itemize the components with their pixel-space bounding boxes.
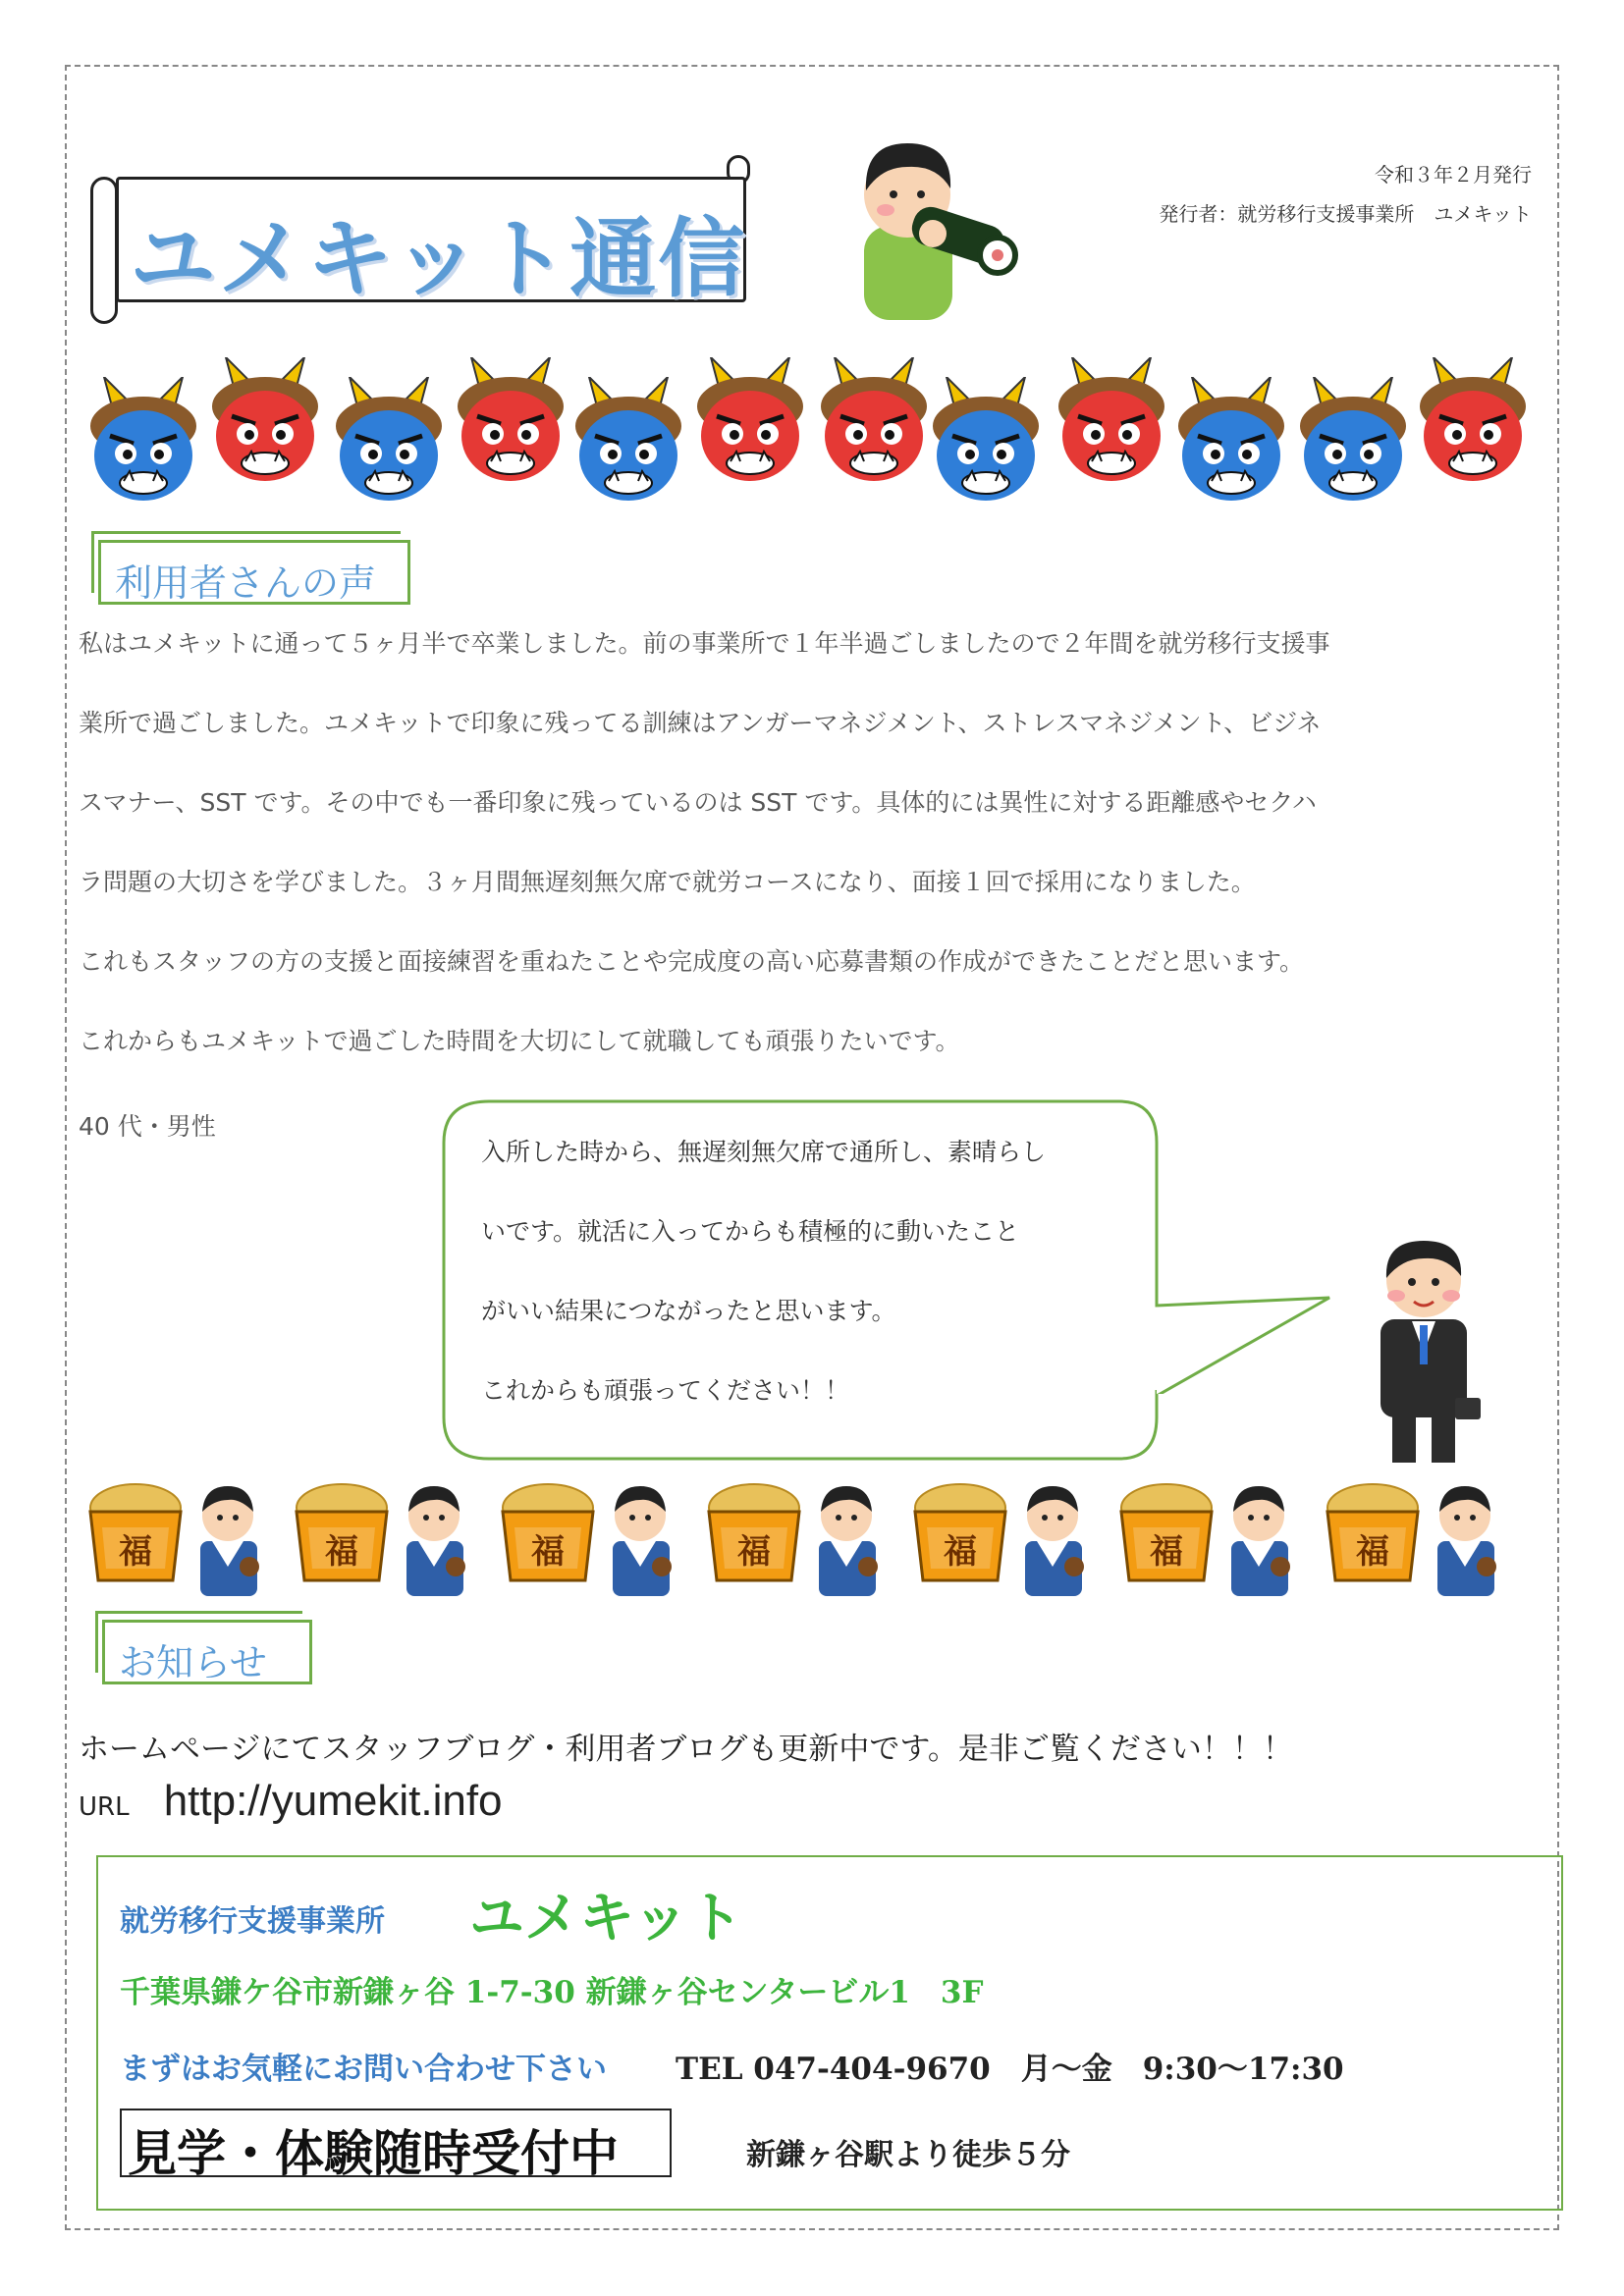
org-name: ユメキット	[469, 1886, 743, 1950]
comment-line: がいい結果につながったと思います。	[481, 1297, 896, 1325]
oni-decoration-row	[84, 344, 1547, 520]
tel-hours: TEL 047-404-9670 月～金 9:30～17:30	[676, 2052, 1344, 2087]
businessman-illustration	[1363, 1235, 1490, 1470]
voice-line: 業所で過ごしました。ユメキットで印象に残ってる訓練はアンガーマネジメント、ストレスマネジメント、ビジネ	[79, 709, 1322, 737]
red-oni-icon	[1414, 357, 1532, 485]
voice-line: スマナー、SST です。その中でも一番印象に残っているのは SST です。具体的には異性に対する距離感やセクハ	[79, 788, 1317, 817]
comment-line: いです。就活に入ってからも積極的に動いたこと	[481, 1217, 1020, 1246]
staff-comment	[481, 1131, 1149, 1449]
tour-text: 見学・体験随時受付中	[128, 2124, 619, 2182]
red-oni-icon	[1053, 357, 1170, 485]
speech-bubble-tail	[1155, 1276, 1351, 1394]
publisher: 発行者：就労移行支援事業所 ユメキット	[1159, 202, 1532, 226]
voice-author: 40 代・男性	[79, 1112, 216, 1141]
fuku-label: 福	[944, 1532, 977, 1572]
notice-section-label	[102, 1620, 312, 1684]
comment-line: これからも頑張ってください！！	[481, 1376, 850, 1405]
voice-line: これもスタッフの方の支援と面接練習を重ねたことや完成度の高い応募書類の作成ができたことだと思います。	[79, 947, 1305, 976]
red-oni-icon	[691, 357, 809, 485]
user-voice-text	[79, 616, 1551, 1094]
bean-thrower-illustration	[291, 1472, 487, 1600]
red-oni-icon	[206, 357, 324, 485]
bean-thrower-illustration	[703, 1472, 899, 1600]
voice-section-label	[98, 540, 410, 605]
fuku-label: 福	[1356, 1532, 1389, 1572]
blue-oni-icon	[330, 377, 448, 505]
url-label: URL	[79, 1792, 130, 1822]
notice-text: ホームページにてスタッフブログ・利用者ブログも更新中です。是非ご覧ください！！！	[79, 1732, 1293, 1767]
voice-line: ラ問題の大切さを学びました。３ヶ月間無遅刻無欠席で就労コースになり、面接１回で採用になりました。	[79, 868, 1256, 896]
notice-section-title: お知らせ	[119, 1643, 267, 1684]
url-row	[79, 1777, 503, 1826]
bean-thrower-illustration	[909, 1472, 1106, 1600]
issue-info	[1159, 155, 1532, 234]
fuku-label: 福	[1150, 1532, 1183, 1572]
fuku-label: 福	[325, 1532, 358, 1572]
issue-date: 令和３年２月発行	[1375, 163, 1532, 187]
red-oni-icon	[815, 357, 933, 485]
inquiry-text: まずはお気軽にお問い合わせ下さい	[120, 2052, 607, 2087]
ehomaki-boy-illustration	[842, 128, 1019, 324]
homepage-link[interactable]: http://yumekit.info	[163, 1777, 503, 1825]
setsubun-bean-row	[84, 1472, 1547, 1600]
bean-thrower-illustration	[84, 1472, 281, 1600]
title-scroll	[90, 155, 750, 314]
comment-line: 入所した時から、無遅刻無欠席で通所し、素晴らし	[481, 1138, 1047, 1166]
fuku-label: 福	[531, 1532, 565, 1572]
newsletter-title: ユメキット通信	[130, 207, 747, 309]
blue-oni-icon	[927, 377, 1045, 505]
blue-oni-icon	[84, 377, 202, 505]
scroll-curl-left	[90, 177, 118, 324]
blue-oni-icon	[569, 377, 687, 505]
voice-section-title: 利用者さんの声	[115, 563, 377, 605]
blue-oni-icon	[1172, 377, 1290, 505]
blue-oni-icon	[1294, 377, 1412, 505]
red-oni-icon	[452, 357, 569, 485]
bean-thrower-illustration	[1322, 1472, 1518, 1600]
contact-box	[96, 1855, 1563, 2211]
access-text: 新鎌ヶ谷駅より徒歩５分	[746, 2138, 1070, 2172]
bean-thrower-illustration	[1115, 1472, 1312, 1600]
voice-line: 私はユメキットに通って５ヶ月半で卒業しました。前の事業所で１年半過ごしましたので２年間を就労移行支援事	[79, 629, 1330, 658]
org-type: 就労移行支援事業所	[120, 1904, 385, 1939]
fuku-label: 福	[119, 1532, 152, 1572]
address: 千葉県鎌ケ谷市新鎌ヶ谷 1-7-30 新鎌ヶ谷センタービル1 3F	[120, 1975, 984, 2010]
bean-thrower-illustration	[497, 1472, 693, 1600]
tour-box	[120, 2109, 672, 2182]
voice-line: これからもユメキットで過ごした時間を大切にして就職しても頑張りたいです。	[79, 1027, 960, 1055]
fuku-label: 福	[737, 1532, 771, 1572]
